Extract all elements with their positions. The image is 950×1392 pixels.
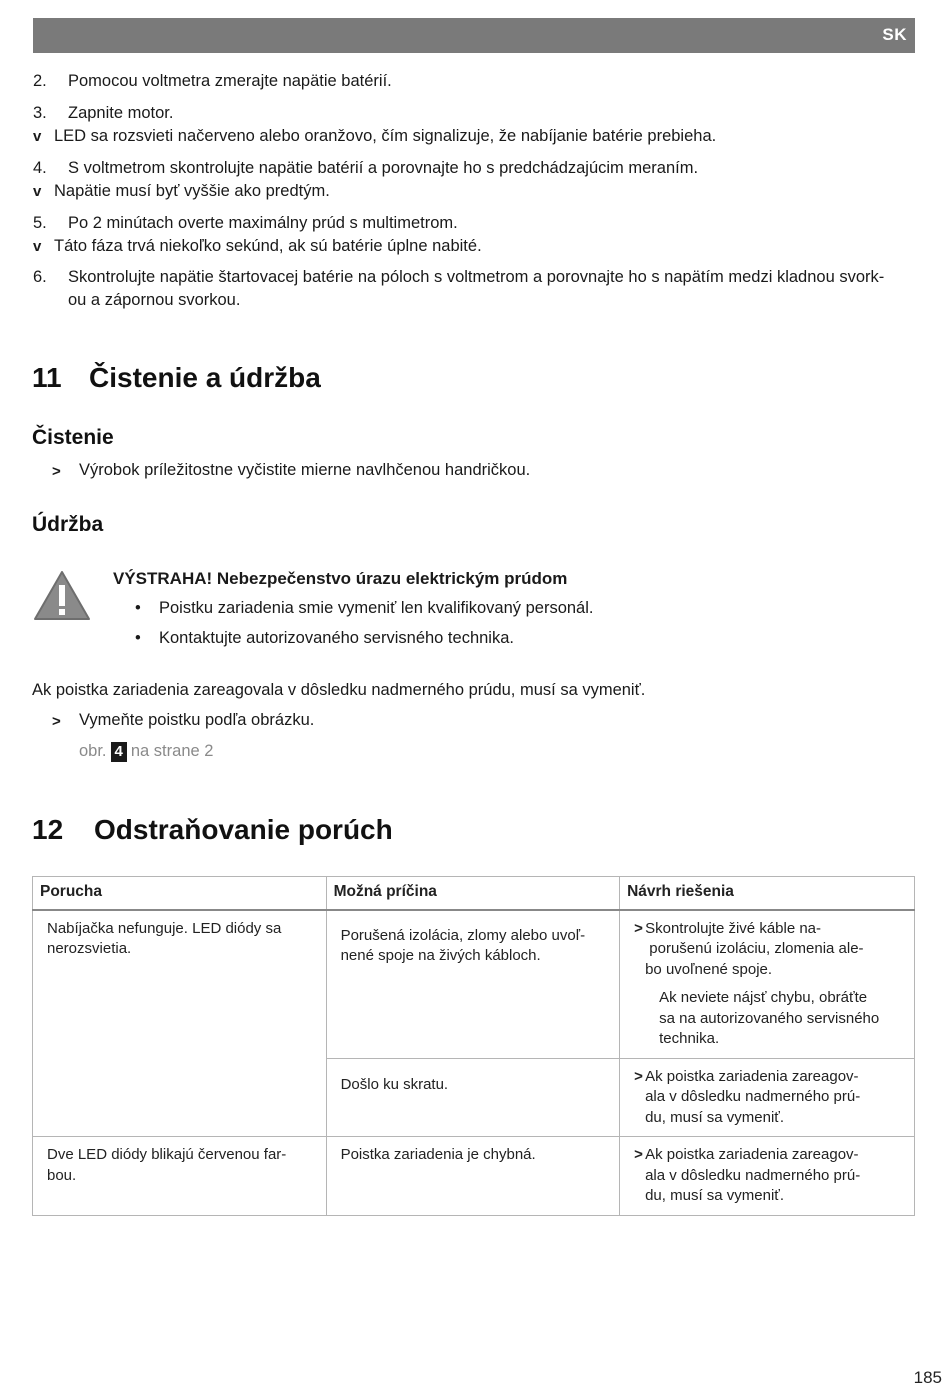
solution-line: ala v dôsledku nadmerného prú- [645,1166,861,1184]
result-icon: v [33,183,42,200]
figure-ref-prefix: obr. [79,742,107,760]
cleaning-heading: Čistenie [32,426,114,449]
action-icon: > [52,713,61,730]
step-number: 6. [33,268,47,286]
solution-line: technika. [659,1030,720,1047]
cause-cell: Poistka zariadenia je chybná. [326,1137,620,1216]
figure-reference [79,742,213,762]
step-number: 2. [33,72,47,90]
table-header-row [33,877,915,910]
cause-line: nené spoje na živých kábloch. [340,947,541,964]
step-text: Pomocou voltmetra zmerajte napätie batérií. [68,72,392,90]
warning-triangle-icon [32,569,92,623]
language-code: SK [882,25,907,44]
solution-cell [620,1137,915,1216]
section-number: 12 [32,814,64,845]
problem-cell [33,910,327,1137]
solution-item [620,1067,914,1129]
problem-line: Dve LED diódy blikajú červenou far- [47,1146,287,1163]
step-number: 5. [33,214,47,232]
solution-line: Ak poistka zariadenia zareagov- [645,1067,859,1085]
step-number: 4. [33,159,47,177]
solution-line: sa na autorizovaného servisného [659,1009,880,1027]
maintenance-heading: Údržba [32,513,104,536]
column-header: Možná príčina [326,877,620,910]
solution-line: Ak neviete nájsť chybu, obráťte [659,989,868,1006]
fuse-text: Ak poistka zariadenia zareagovala v dôsledku nadmerného prúdu, musí sa vymeniť. [32,681,646,699]
table-row [33,910,915,1059]
column-header: Porucha [33,877,327,910]
solution-line: Skontrolujte živé káble na- [645,919,822,937]
warning-item: Poistku zariadenia smie vymeniť len kvalifikovaný personál. [159,599,594,617]
action-icon: > [634,919,643,937]
troubleshooting-table [32,876,915,1216]
solution-line: Ak poistka zariadenia zareagov- [645,1146,859,1163]
section-title: Odstraňovanie porúch [94,814,393,845]
step-result: Napätie musí byť vyššie ako predtým. [54,182,330,200]
action-icon: > [634,1146,643,1163]
problem-line: Nabíjačka nefunguje. LED diódy sa [47,919,282,937]
bullet-icon: • [135,599,141,617]
solution-item [620,1145,914,1207]
step-text: Po 2 minútach overte maximálny prúd s multimetrom. [68,214,458,232]
problem-cell [33,1137,327,1216]
solution-line: porušenú izoláciu, zlomenia ale- [645,940,864,957]
solution-line: bo uvoľnené spoje. [645,960,773,978]
action-icon: > [52,463,61,480]
step-text: ou a zápornou svorkou. [68,291,241,309]
problem-line: nerozsvietia. [47,940,132,957]
solution-cell [620,1058,915,1137]
solution-line: du, musí sa vymeniť. [645,1187,785,1204]
warning-item: Kontaktujte autorizovaného servisného technika. [159,629,514,647]
result-icon: v [33,238,42,255]
warning-title: VÝSTRAHA! Nebezpečenstvo úrazu elektrickým prúdom [113,569,568,588]
fuse-action: Vymeňte poistku podľa obrázku. [79,711,315,729]
language-header-bar [33,18,915,53]
cause-cell: Došlo ku skratu. [326,1058,620,1137]
result-icon: v [33,128,42,145]
step-text: Skontrolujte napätie štartovacej batérie na póloch s voltmetrom a porovnajte ho s napätím medzi kladnou svork- [68,268,885,286]
step-result: Táto fáza trvá niekoľko sekúnd, ak sú batérie úplne nabité. [54,237,482,255]
step-text: S voltmetrom skontrolujte napätie batérií a porovnajte ho s predchádzajúcim meraním. [68,159,699,177]
solution-line: ala v dôsledku nadmerného prú- [645,1088,861,1105]
problem-line: bou. [47,1166,77,1184]
section-title: Čistenie a údržba [89,362,321,393]
section-heading [32,814,393,846]
step-result: LED sa rozsvieti načerveno alebo oranžovo, čím signalizuje, že nabíjanie batérie prebieha. [54,127,717,145]
bullet-icon: • [135,629,141,647]
cause-cell [326,910,620,1059]
solution-cell [620,910,915,1059]
column-header: Návrh riešenia [620,877,915,910]
cause-line: Porušená izolácia, zlomy alebo uvoľ- [340,926,586,944]
step-text: Zapnite motor. [68,104,174,122]
cleaning-text: Výrobok príležitostne vyčistite mierne navlhčenou handričkou. [79,461,531,479]
section-heading [32,362,321,394]
section-number: 11 [32,362,62,393]
action-icon: > [634,1067,643,1085]
solution-line: du, musí sa vymeniť. [645,1108,785,1126]
step-number: 3. [33,104,47,122]
solution-note [620,988,914,1050]
page-number: 185 [913,1368,942,1387]
figure-ref-suffix: na strane 2 [130,742,214,760]
table-row [33,1137,915,1216]
solution-item [620,919,914,989]
figure-number-badge: 4 [111,742,127,762]
